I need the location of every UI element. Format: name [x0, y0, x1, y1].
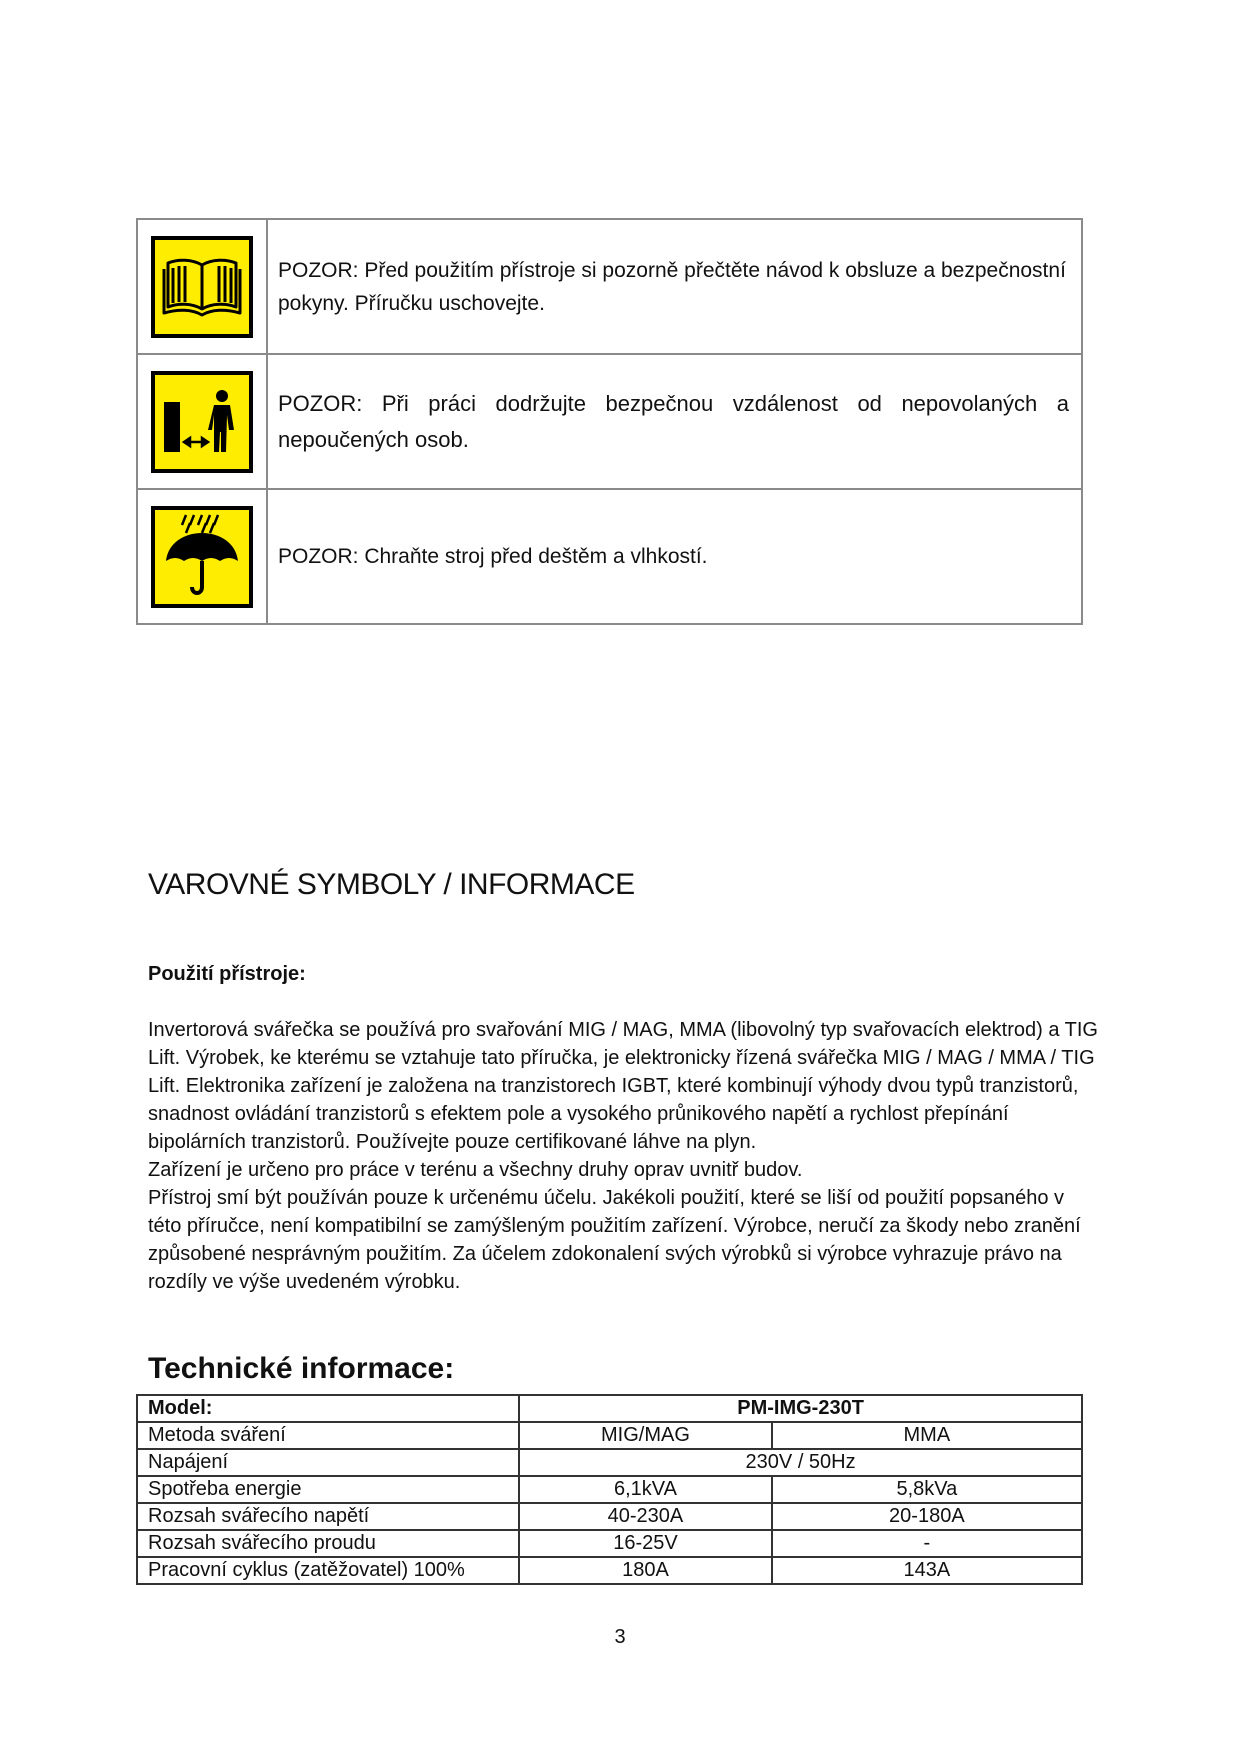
cell-value: 5,8kVa: [772, 1476, 1082, 1503]
paragraph: Invertorová svářečka se používá pro svařování MIG / MAG, MMA (libovolný typ svařovacích elektrod) a TIG Lift. Výrobek, ke kterému se vztahuje tato příručka, je elektronicky řízená svářečka MIG / MAG / MMA / TIG Lift. Elektronika zařízení je založena na tranzistorech IGBT, které kombinují výhody dvou typů tranzistorů, snadnost ovládání tranzistorů s efektem pole a vysokého průnikového napětí a rychlost přepínání bipolárních tranzistorů. Používejte pouze certifikované láhve na plyn.: [148, 1019, 1098, 1153]
warning-symbols-table: [136, 218, 1083, 625]
usage-subtitle: Použití přístroje:: [148, 963, 306, 985]
tech-info-title: Technické informace:: [148, 1352, 455, 1385]
cell-value: -: [772, 1530, 1082, 1557]
cell-value: 20-180A: [772, 1503, 1082, 1530]
page-number: 3: [614, 1626, 626, 1648]
row-label: Rozsah svářecího proudu: [137, 1530, 519, 1557]
table-row: [137, 1476, 1082, 1503]
cell-value: 180A: [519, 1557, 772, 1584]
cell-value: 6,1kVA: [519, 1476, 772, 1503]
cell-value: 143A: [772, 1557, 1082, 1584]
row-label: Rozsah svářecího napětí: [137, 1503, 519, 1530]
paragraph: Zařízení je určeno pro práce v terénu a všechny druhy oprav uvnitř budov.: [148, 1159, 803, 1181]
model-value: PM-IMG-230T: [519, 1395, 1082, 1422]
warning-row: [137, 354, 1082, 489]
model-label: Model:: [137, 1395, 519, 1422]
warning-text: POZOR: Před použitím přístroje si pozorně přečtěte návod k obsluze a bezpečnostní pokyny. Příručku uschovejte.: [267, 219, 1082, 354]
usage-description: [148, 1016, 1098, 1296]
warning-text: POZOR: Při práci dodržujte bezpečnou vzdálenost od nepovolaných a nepoučených osob.: [267, 354, 1082, 489]
warning-icon-cell: [137, 354, 267, 489]
read-manual-icon: [150, 235, 254, 339]
cell-value: MMA: [772, 1422, 1082, 1449]
warning-icon-cell: [137, 219, 267, 354]
safe-distance-icon: [150, 370, 254, 474]
table-row: [137, 1395, 1082, 1422]
table-row: [137, 1503, 1082, 1530]
cell-value: 40-230A: [519, 1503, 772, 1530]
row-label: Pracovní cyklus (zatěžovatel) 100%: [137, 1557, 519, 1584]
tech-spec-table: [136, 1394, 1083, 1585]
protect-from-rain-icon: [150, 505, 254, 609]
row-label: Metoda sváření: [137, 1422, 519, 1449]
table-row: [137, 1449, 1082, 1476]
paragraph: Přístroj smí být používán pouze k určenému účelu. Jakékoli použití, které se liší od použití popsaného v této příručce, není kompatibilní se zamýšleným použitím zařízení. Výrobce, neručí za škody nebo zranění způsobené nesprávným použitím. Za účelem zdokonalení svých výrobků si výrobce vyhrazuje právo na rozdíly ve výše uvedeném výrobku.: [148, 1187, 1081, 1293]
cell-value: 230V / 50Hz: [519, 1449, 1082, 1476]
warning-icon-cell: [137, 489, 267, 624]
warning-text: POZOR: Chraňte stroj před deštěm a vlhkostí.: [267, 489, 1082, 624]
table-row: [137, 1422, 1082, 1449]
table-row: [137, 1557, 1082, 1584]
row-label: Spotřeba energie: [137, 1476, 519, 1503]
cell-value: 16-25V: [519, 1530, 772, 1557]
warning-row: [137, 219, 1082, 354]
section-title: VAROVNÉ SYMBOLY / INFORMACE: [148, 868, 635, 901]
warning-row: [137, 489, 1082, 624]
row-label: Napájení: [137, 1449, 519, 1476]
cell-value: MIG/MAG: [519, 1422, 772, 1449]
table-row: [137, 1530, 1082, 1557]
